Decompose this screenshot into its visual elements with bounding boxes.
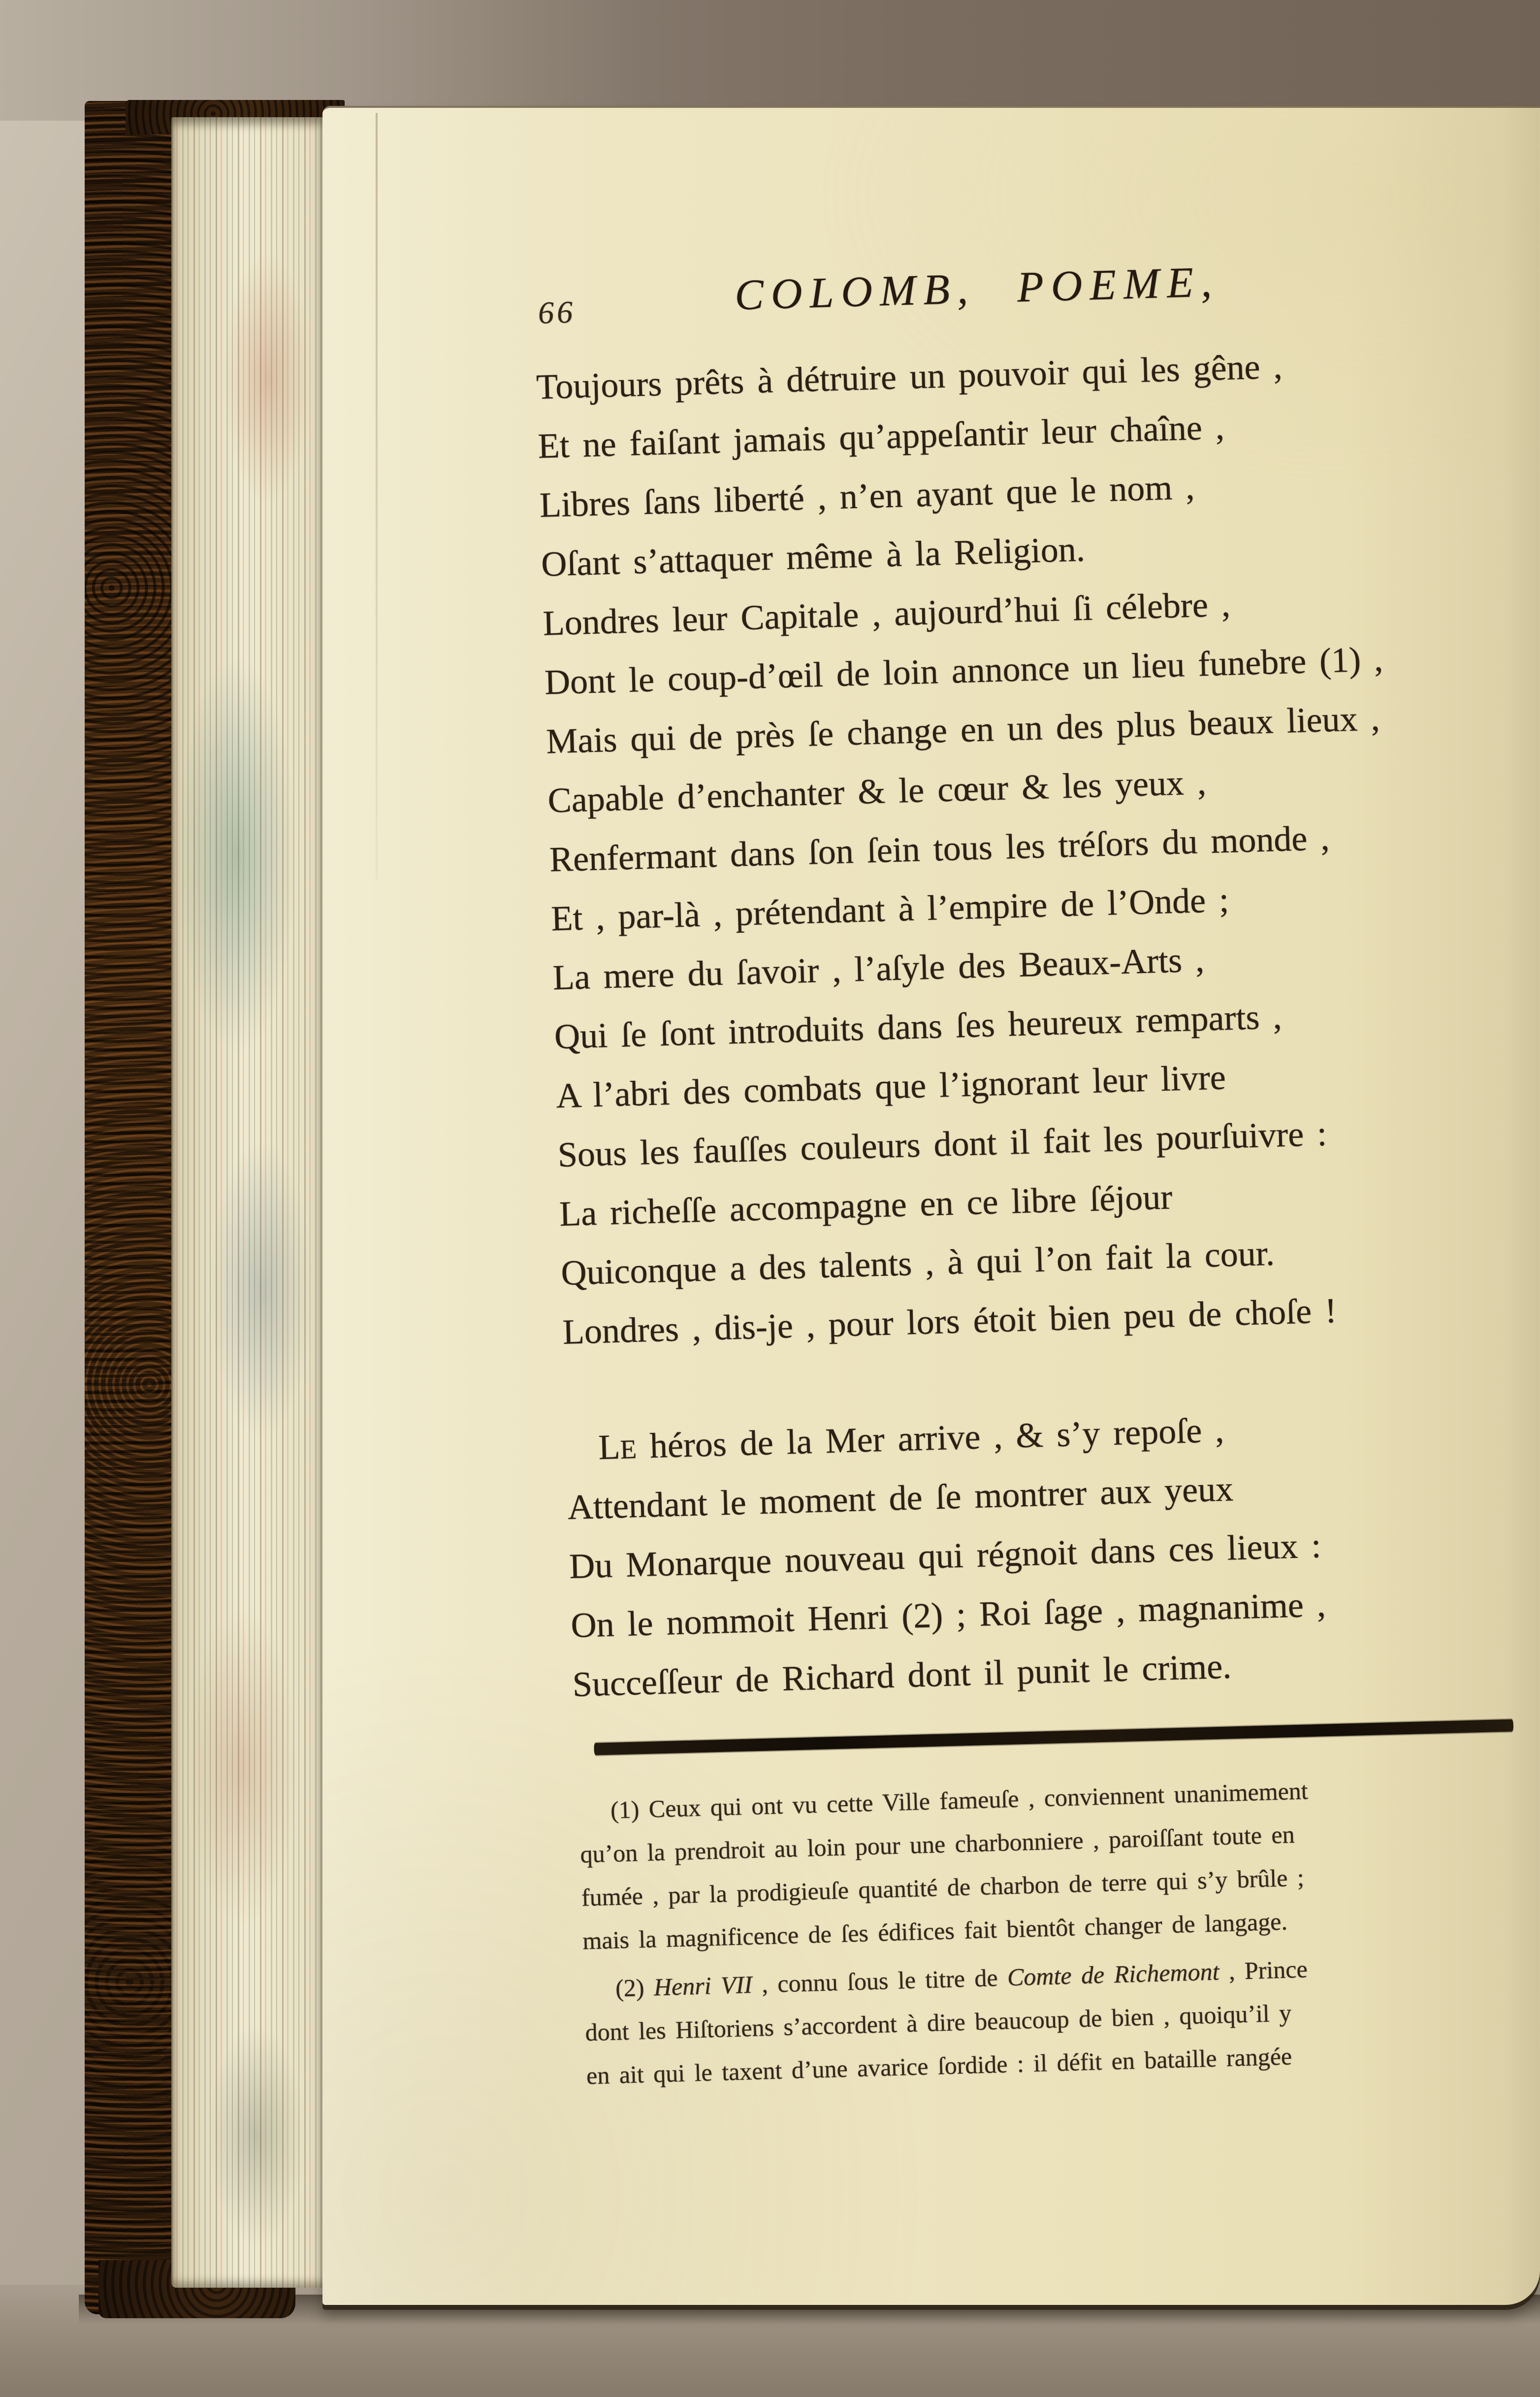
footnote-2-mid: , connu ſous le titre de — [752, 1963, 1008, 1998]
poem-line: A l’abri des combats que l’ignorant leur livre — [555, 1057, 1226, 1116]
footnote-2 — [583, 1938, 1540, 2097]
book-page — [322, 106, 1540, 2305]
poem-line: Dont le coup-d’œil de loin annonce un lieu funebre (1) , — [544, 639, 1383, 702]
poem-stanza-2 — [565, 1390, 1540, 1714]
poem-line: Du Monarque nouveau qui régnoit dans ces lieux : — [569, 1525, 1322, 1586]
poem-line: Sous les fauſſes couleurs dont il fait les pourſuivre : — [557, 1113, 1328, 1175]
footnote-line: en ait qui le taxent d’une avarice ſordide : il défit en bataille rangée — [586, 2042, 1292, 2090]
footnote-line: mais la magnificence de ſes édifices fait bientôt changer de langage. — [582, 1907, 1288, 1955]
poem-line: Et , par-là , prétendant à l’empire de l’Onde ; — [550, 880, 1230, 939]
book-cover-edge-left — [85, 101, 174, 2314]
page-block-fore-edge — [171, 117, 326, 2288]
footnote-2-suffix: , Prince — [1219, 1955, 1308, 1985]
poem-line: Renfermant dans ſon ſein tous les tréſors du monde , — [548, 818, 1330, 879]
lede-small-cap: E — [619, 1434, 637, 1464]
poem-line: Londres leur Capitale , aujourd’hui ſi célebre , — [542, 584, 1231, 643]
poem-line: Londres , dis-je , pour lors étoit bien peu de choſe ! — [562, 1291, 1338, 1352]
footnote-line: (1) Ceux qui ont vu cette Ville fameuſe , conviennent unanimement — [610, 1777, 1309, 1824]
poem-line: Capable d’enchanter & le cœur & les yeux , — [547, 762, 1207, 820]
poem-line: Toujours prêts à détruire un pouvoir qui les gêne , — [536, 346, 1283, 407]
footnote-2-name: Henri VII — [653, 1970, 753, 2001]
poem-stanza-1 — [536, 328, 1540, 1361]
printed-text-block — [533, 247, 1540, 2098]
footnote-line: dont les Hiſtoriens s’accordent à dire beaucoup de bien , quoiqu’il y — [584, 1999, 1292, 2046]
footnote-separator-rule — [594, 1719, 1513, 1755]
lede-initial: L — [598, 1427, 621, 1467]
running-title: COLOMB, POEME, — [734, 258, 1220, 320]
poem-line: On le nommoit Henri (2) ; Roi ſage , magnanime , — [570, 1585, 1326, 1645]
poem-line: Mais qui de près ſe change en un des plus beaux lieux , — [545, 698, 1380, 761]
poem-line: Attendant le moment de ſe montrer aux yeux — [567, 1469, 1234, 1527]
poem-line: Qui ſe ſont introduits dans ſes heureux remparts , — [554, 997, 1283, 1057]
poem-line: Et ne faiſant jamais qu’appeſantir leur chaîne , — [537, 407, 1225, 466]
footnote-2-prefix: (2) — [615, 1973, 654, 2002]
poem-line: Oſant s’attaquer même à la Religion. — [541, 529, 1086, 584]
poem-line: Quiconque a des talents , à qui l’on fait la cour. — [560, 1233, 1275, 1293]
footnote-2-title: Comte de Richemont — [1007, 1957, 1220, 1991]
page-crease-line — [376, 113, 378, 881]
footnote-line: qu’on la prendroit au loin pour une charbonniere , paroiſſant toute en — [579, 1820, 1295, 1868]
footnote-line: fumée , par la prodigieuſe quantité de charbon de terre qui s’y brûle ; — [581, 1863, 1305, 1911]
poem-line: La mere du ſavoir , l’aſyle des Beaux-Arts , — [552, 939, 1205, 998]
poem-line: Libres ſans liberté , n’en ayant que le nom , — [539, 467, 1195, 525]
lede-rest: héros de la Mer arrive , & s’y repoſe , — [636, 1410, 1225, 1466]
poem-line: Succeſſeur de Richard dont il punit le crime. — [572, 1646, 1232, 1704]
page-number: 66 — [538, 294, 577, 330]
footnote-1 — [578, 1760, 1540, 1962]
poem-line: La richeſſe accompagne en ce libre ſéjour — [559, 1177, 1173, 1234]
footnotes — [578, 1760, 1540, 2097]
